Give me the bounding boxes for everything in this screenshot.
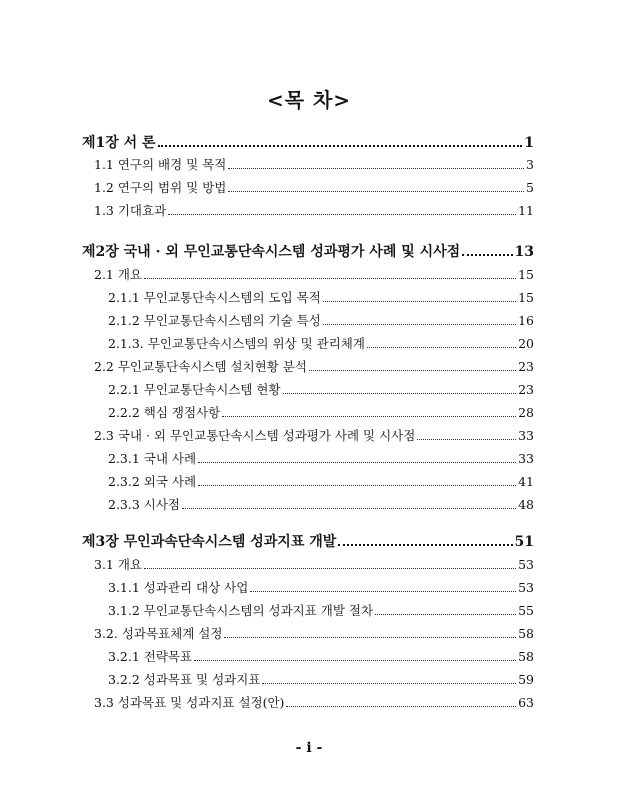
toc-entry-title: 제2장 국내 · 외 무인교통단속시스템 성과평가 사례 및 시사점 [82,244,461,260]
toc-section-entry [82,265,534,283]
toc-entry-title: 1.2 연구의 범위 및 방법 [94,180,227,195]
toc-entry-title: 2.1.3. 무인교통단속시스템의 위상 및 관리체계 [108,336,365,351]
dot-leader [228,159,524,169]
toc-page-number: 58 [518,626,534,641]
toc-entry-title: 2.3.2 외국 사례 [108,474,197,489]
toc-section-entry [82,334,534,352]
toc-entry-title: 3.2. 성과목표체계 설정 [94,626,223,641]
dot-leader [144,269,516,279]
toc-entry-title: 2.1.2 무인교통단속시스템의 기술 특성 [108,313,321,328]
dot-leader [323,292,516,302]
toc-page-number: 15 [518,290,534,305]
toc-entry-title: 2.3.1 국내 사례 [108,451,197,466]
dot-leader [198,453,516,463]
toc-entry-title: 2.1 개요 [94,267,143,282]
page-number: - i - [295,740,323,756]
toc-page-number: 33 [518,451,534,466]
dot-leader [198,476,516,486]
toc-page-number: 3 [526,157,534,172]
toc-entry-title: 2.2 무인교통단속시스템 설치현황 분석 [94,359,307,374]
toc-page-number: 13 [514,244,534,260]
toc-page-number: 53 [518,557,534,572]
toc-page-number: 5 [526,180,534,195]
dot-leader [182,499,516,509]
page-title: <목 차> [266,88,352,112]
toc-section-entry [82,670,534,688]
toc-page-number: 28 [518,405,534,420]
toc-entry-title: 2.2.1 무인교통단속시스템 현황 [108,382,281,397]
toc-page-number: 33 [518,428,534,443]
toc-page-number: 16 [518,313,534,328]
toc-page-number: 23 [518,359,534,374]
toc-page-number: 63 [518,695,534,710]
dot-leader [168,205,516,215]
dot-leader [224,628,516,638]
toc-section-entry [82,647,534,665]
toc-entry-title: 2.3.3 시사점 [108,497,181,512]
toc-page-number: 41 [518,474,534,489]
toc-section-entry [82,693,534,711]
toc-section-entry [82,449,534,467]
toc-page-number: 1 [524,135,534,151]
toc-section-entry [82,426,534,444]
dot-leader [323,315,516,325]
toc-entry-title: 2.3 국내 · 외 무인교통단속시스템 성과평가 사례 및 시사점 [94,428,416,443]
toc-chapter-entry [82,531,534,551]
toc-entry-title: 2.1.1 무인교통단속시스템의 도입 목적 [108,290,321,305]
toc-section-entry [82,578,534,596]
toc-entry-title: 제1장 서 론 [82,135,156,151]
dot-leader [250,582,516,592]
toc-page-number: 11 [518,203,534,218]
toc-section-entry [82,403,534,421]
dot-leader [375,605,516,615]
toc-entry-title: 3.1 개요 [94,557,143,572]
toc-entry-title: 3.2.2 성과목표 및 성과지표 [108,672,261,687]
toc-chapter-entry [82,132,534,152]
dot-leader [367,338,516,348]
toc-page-number: 15 [518,267,534,282]
dot-leader [144,559,516,569]
toc-entry-title: 2.2.2 핵심 쟁점사항 [108,405,221,420]
toc-section-entry [82,624,534,642]
dot-leader [417,430,516,440]
toc-entry-title: 3.1.2 무인교통단속시스템의 성과지표 개발 절차 [108,603,374,618]
toc-chapter-entry [82,241,534,261]
toc-section-entry [82,555,534,573]
toc-section-entry [82,380,534,398]
dot-leader [338,535,512,546]
toc-entry-title: 3.2.1 전략목표 [108,649,193,664]
dot-leader [262,674,516,684]
toc-page-number: 20 [518,336,534,351]
toc-entry-title: 3.3 성과목표 및 성과지표 설정(안) [94,695,285,710]
toc-page-number: 53 [518,580,534,595]
toc-entry-title: 제3장 무인과속단속시스템 성과지표 개발 [82,534,337,550]
toc-page-number: 48 [518,497,534,512]
dot-leader [286,697,516,707]
dot-leader [283,384,517,394]
toc-section-entry [82,495,534,513]
toc-section-entry [82,472,534,490]
toc-section-entry [82,357,534,375]
toc-section-entry [82,201,534,219]
toc-entry-title: 3.1.1 성과관리 대상 사업 [108,580,249,595]
dot-leader [222,407,516,417]
dot-leader [462,245,512,256]
toc-section-entry [82,155,534,173]
toc-page-number: 58 [518,649,534,664]
toc-page-number: 55 [518,603,534,618]
dot-leader [309,361,516,371]
dot-leader [228,182,524,192]
toc-section-entry [82,178,534,196]
toc-section-entry [82,311,534,329]
dot-leader [194,651,516,661]
toc-entry-title: 1.1 연구의 배경 및 목적 [94,157,227,172]
toc-page-number: 23 [518,382,534,397]
toc-page-number: 51 [514,534,534,550]
toc-section-entry [82,288,534,306]
toc-section-entry [82,601,534,619]
toc-entry-title: 1.3 기대효과 [94,203,167,218]
toc-page-number: 59 [518,672,534,687]
dot-leader [158,136,523,147]
